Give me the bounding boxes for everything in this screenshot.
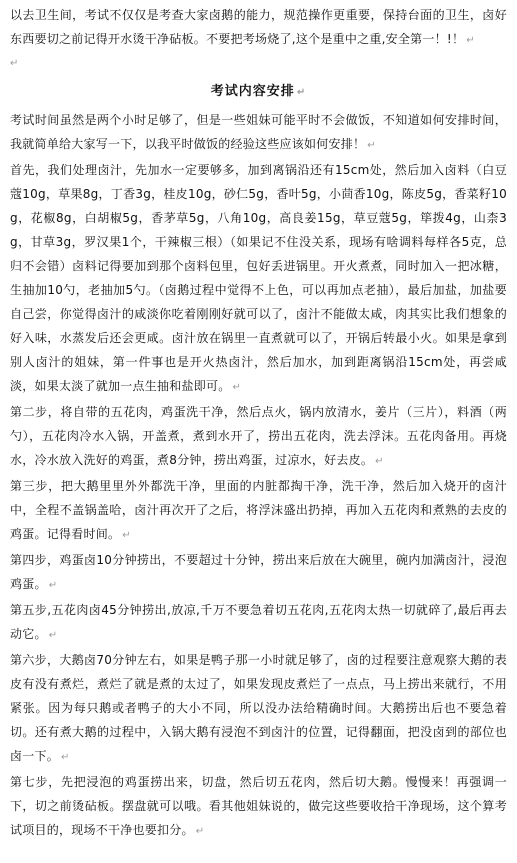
body-paragraph-step7 bbox=[10, 770, 507, 844]
paragraph-text: 第二步，将自带的五花肉，鸡蛋洗干净，然后点火，锅内放清水，姜片（三片），料酒（两勺），五花肉冷水入锅，开盖煮，煮到水开了，捞出五花肉，洗去浮沫。五花肉备用。再烧水，冷水放入洗好的鸡蛋，煮8分钟，捞出鸡蛋，过凉水，好去皮。 bbox=[10, 405, 507, 467]
paragraph-mark-icon: ↵ bbox=[375, 456, 384, 467]
section-heading bbox=[10, 77, 507, 108]
intro-paragraph bbox=[10, 0, 507, 53]
paragraph-mark-icon: ↵ bbox=[48, 630, 58, 641]
body-paragraph-step1 bbox=[10, 158, 507, 400]
paragraph-text: 第三步，把大鹅里里外外都洗干净，里面的内脏都掏干净，洗干净，然后加入烧开的卤汁中，全程不盖锅盖哈，卤汁再次开了之后，将浮沫盛出扔掉，再加入五花肉和煮熟的去皮的鸡蛋。记得看时间。 bbox=[10, 479, 507, 541]
section-title: 考试内容安排 bbox=[210, 84, 295, 99]
paragraph-mark-icon: ↵ bbox=[296, 87, 307, 98]
paragraph-mark-icon: ↵ bbox=[122, 530, 131, 541]
paragraph-mark-icon: ↵ bbox=[195, 826, 205, 837]
paragraph-mark-icon: ↵ bbox=[367, 140, 376, 151]
body-paragraph-step4 bbox=[10, 548, 507, 598]
paragraph-text: 第五步,五花肉卤45分钟捞出,放凉,千万不要急着切五花肉,五花肉太热一切就碎了,最后再去动它。 bbox=[10, 603, 507, 641]
blank-line bbox=[10, 53, 507, 75]
body-paragraph-step2 bbox=[10, 400, 507, 474]
paragraph-text: 第七步，先把浸泡的鸡蛋捞出来，切盘，然后切五花肉，然后切大鹅。慢慢来！再强调一下，切之前烫砧板。摆盘就可以哦。看其他姐妹说的，做完这些要收拾干净现场，这个算考试项目的，现场不干净也要扣分。 bbox=[10, 775, 507, 837]
paragraph-mark-icon: ↵ bbox=[232, 382, 242, 393]
body-paragraph-time bbox=[10, 108, 507, 158]
paragraph-text: 第四步，鸡蛋卤10分钟捞出，不要超过十分钟，捞出来后放在大碗里，碗内加满卤汁，浸泡鸡蛋。 bbox=[10, 553, 507, 591]
body-paragraph-step3 bbox=[10, 474, 507, 548]
paragraph-text: 首先，我们处理卤汁，先加水一定要够多，加到离锅沿还有15cm处，然后加入卤料（白豆蔻10g，草果8g，丁香3g，桂皮10g，砂仁5g，香叶5g，小茴香10g，陈皮5g，香菜籽10g，花椒8g，白胡椒5g，香茅草5g，八角10g，高良姜15g，草豆蔻5g，筚拨4g，山柰3g，甘草3g，罗汉果1个，干辣椒三根）（如果记不住没关系，现场有啥调料每样各5克，总归不会错）卤料记得要加到那个卤料包里，包好丢进锅里。开火煮煮，同时加入一把冰糖，生抽加10勺，老抽加5勺。（卤鹅过程中觉得不上色，可以再加点老抽），最后加盐，加盐要自己尝，你觉得卤汁的咸淡你吃着刚刚好就可以了，卤汁不能做太咸，肉其实比我们想象的好入味，水蒸发后还会更咸。卤汁放在锅里一直煮就可以了，开锅后转最小火。如果是拿到别人卤汁的姐妹，第一件事也是开火热卤汁，然后加水，加到距离锅沿15cm处，再尝咸淡，如果太淡了就加一点生抽和盐即可。 bbox=[10, 163, 507, 393]
paragraph-mark-icon: ↵ bbox=[48, 580, 58, 591]
body-paragraph-step5 bbox=[10, 598, 507, 648]
intro-text: 以去卫生间，考试不仅仅是考查大家卤鹅的能力，规范操作更重要，保持台面的卫生，卤好东西要切之前记得开水烫干净砧板。不要把考场烧了,这个是重中之重,安全第一！!！ bbox=[10, 8, 507, 46]
paragraph-mark-icon: ↵ bbox=[466, 35, 475, 46]
paragraph-mark-icon: ↵ bbox=[10, 58, 19, 69]
paragraph-mark-icon: ↵ bbox=[61, 752, 70, 763]
paragraph-text: 考试时间虽然是两个小时足够了，但是一些姐妹可能平时不会做饭，不知道如何安排时间，我就简单给大家写一下，以我平时做饭的经验这些应该如何安排！ bbox=[10, 113, 507, 151]
body-paragraph-step6 bbox=[10, 648, 507, 770]
paragraph-text: 第六步，大鹅卤70分钟左右，如果是鸭子那一小时就足够了，卤的过程要注意观察大鹅的表皮有没有煮烂，煮烂了就是煮的太过了，如果发现皮煮烂了一点点，马上捞出来就行，不用紧张。因为每只鹅或者鸭子的大小不同，所以没办法给精确时间。大鹅捞出后也不要急着切。还有煮大鹅的过程中，入锅大鹅有浸泡不到卤汁的位置，记得翻面，把没卤到的部位也卤一下。 bbox=[10, 653, 507, 763]
